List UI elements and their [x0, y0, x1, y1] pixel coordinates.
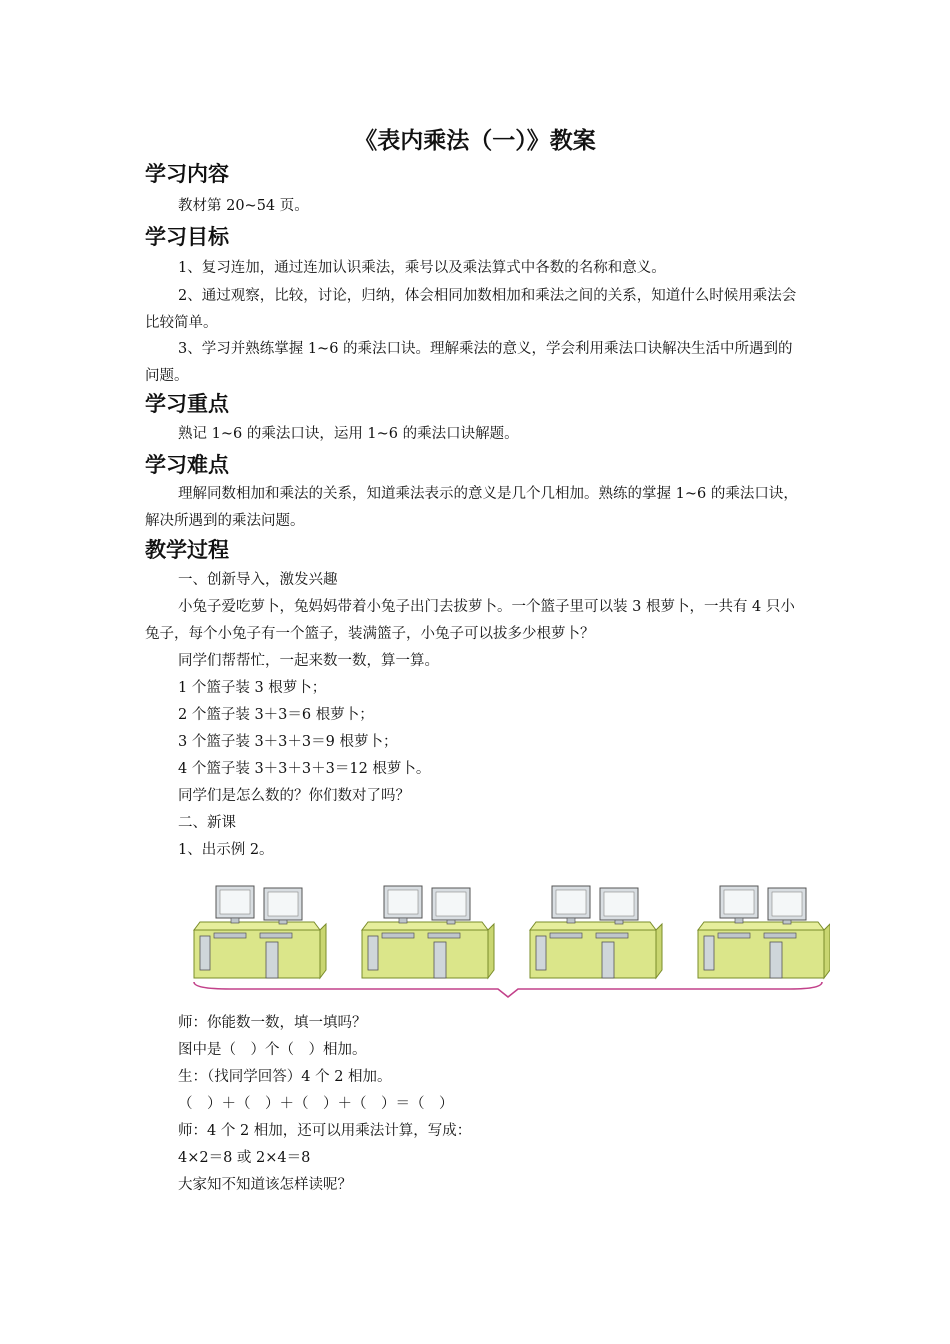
process-line: 同学们是怎么数的？你们数对了吗？	[178, 788, 410, 804]
heading-difficulty: 学习难点	[145, 453, 229, 477]
goal-item: 2、通过观察，比较，讨论，归纳，体会相同加数相加和乘法之间的关系，知道什么时候用乘法会比较简单。	[145, 288, 797, 331]
computer-desks-figure	[190, 878, 830, 1003]
process-line: 同学们帮帮忙，一起来数一数，算一算。	[178, 653, 439, 669]
dialogue-line: 师：4 个 2 相加，还可以用乘法计算，写成：	[178, 1123, 472, 1139]
dialogue-line: （ ）＋（ ）＋（ ）＋（ ）＝（ ）	[178, 1096, 454, 1112]
heading-key: 学习重点	[145, 392, 229, 416]
process-line: 3 个篮子装 3＋3＋3＝9 根萝卜；	[178, 734, 398, 750]
desk-group	[362, 886, 494, 978]
process-line: 一、创新导入，激发兴趣	[178, 572, 338, 588]
heading-content: 学习内容	[145, 162, 229, 186]
group-brace	[194, 982, 822, 997]
content-text: 教材第 20~54 页。	[178, 198, 309, 214]
page-title: 《表内乘法（一）》教案	[354, 128, 596, 154]
desk-group	[530, 886, 662, 978]
dialogue-line: 4×2＝8 或 2×4＝8	[178, 1150, 311, 1166]
difficulty-text: 理解同数相加和乘法的关系，知道乘法表示的意义是几个几相加。熟练的掌握 1~6 的乘法口诀，解决所遇到的乘法问题。	[145, 486, 798, 529]
process-line: 4 个篮子装 3＋3＋3＋3＝12 根萝卜。	[178, 761, 431, 777]
goal-item: 1、复习连加，通过连加认识乘法，乘号以及乘法算式中各数的名称和意义。	[178, 260, 666, 276]
process-line: 1、出示例 2。	[178, 842, 274, 858]
process-line: 二、新课	[178, 815, 236, 831]
key-text: 熟记 1~6 的乘法口诀，运用 1~6 的乘法口诀解题。	[178, 426, 519, 442]
process-line: 小兔子爱吃萝卜，兔妈妈带着小兔子出门去拔萝卜。一个篮子里可以装 3 根萝卜，一共有 4 只小兔子，每个小兔子有一个篮子，装满篮子，小兔子可以拔多少根萝卜？	[145, 599, 795, 642]
dialogue-line: 大家知不知道该怎样读呢？	[178, 1177, 352, 1193]
process-line: 1 个篮子装 3 根萝卜；	[178, 680, 327, 696]
dialogue-line: 师：你能数一数，填一填吗？	[178, 1015, 367, 1031]
process-line: 2 个篮子装 3＋3＝6 根萝卜；	[178, 707, 374, 723]
dialogue-line: 生：（找同学回答）4 个 2 相加。	[178, 1069, 392, 1085]
desk-group	[698, 886, 830, 978]
goal-item: 3、学习并熟练掌握 1~6 的乘法口诀。理解乘法的意义，学会利用乘法口诀解决生活中所遇到的问题。	[145, 341, 793, 384]
heading-goals: 学习目标	[145, 225, 229, 249]
dialogue-line: 图中是（ ）个（ ）相加。	[178, 1042, 367, 1058]
heading-process: 教学过程	[145, 538, 229, 562]
desk-group	[194, 886, 326, 978]
